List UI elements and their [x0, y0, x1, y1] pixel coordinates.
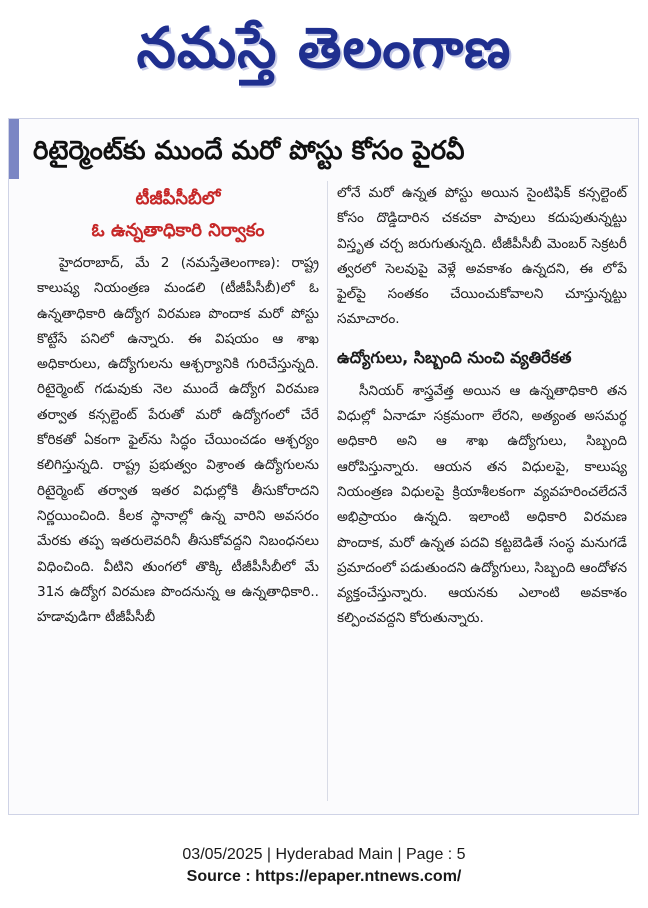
- article-headline: రిటైర్మెంట్‌కు ముందే మరో పోస్టు కోసం పైరవీ: [33, 136, 465, 166]
- newspaper-logo-title: నమస్తే తెలంగాణ: [136, 16, 512, 81]
- article-paragraph-1: హైదరాబాద్‌, మే 2 (నమస్తేతెలంగాణ): రాష్ట్ర కాలుష్య నియంత్రణ మండలి (టీజీపీసీబీ)లో ఓ ఉన్నతాధికారి ఉద్యోగ విరమణ పొందాక మరో పోస్టు కొట్టేసే పనిలో ఉన్నారు. ఈ విషయం ఆ శాఖ అధికారులు, ఉద్యోగులను ఆశ్చర్యానికి గురిచేస్తున్నది. రిటైర్మెంట్‌ గడువుకు నెల ముందే ఉద్యోగ విరమణ తర్వాత కన్సల్టెంట్‌ పేరుతో మరో ఉద్యోగంలో చేరే కోరికతో ఏకంగా ఫైల్‌ను సిద్ధం చేయించడం ఆశ్చర్యం కలిగిస్తున్నది. రాష్ట్ర ప్రభుత్వం విశ్రాంత ఉద్యోగులను రిటైర్మెంట్‌ తర్వాత ఇతర విధుల్లోకి తీసుకోరాదని నిర్ణయించింది. కీలక స్థానాల్లో ఉన్న వారిని అవసరం మేరకు తప్ప ఇతరులెవరినీ తీసుకోవద్దని నిబంధనలు విధించింది. వీటిని తుంగలో తొక్కి టీజీపీసీబీలో మే 31న ఉద్యోగ విరమణ పొందనున్న ఆ ఉన్నతాధికారి.. హడావుడిగా టీజీపీసీబీ: [37, 255, 319, 626]
- source-link[interactable]: Source : https://epaper.ntnews.com/: [186, 868, 462, 885]
- section-heading: ఉద్యోగులు, సిబ్బంది నుంచి వ్యతిరేకత: [337, 347, 572, 367]
- subheadline-line-1: టీజీపీసీబీలో: [135, 188, 221, 209]
- article-subheadline: [37, 183, 319, 247]
- masthead: [0, 4, 648, 94]
- page-footer: [0, 844, 648, 888]
- article-paragraph-2: లోనే మరో ఉన్నత పోస్టు అయిన సైంటిఫిక్‌ కన్సల్టెంట్‌ కోసం దొడ్డిదారిన చకచకా పావులు కదుపుతున్నట్టు విస్తృత చర్చ జరుగుతున్నది. టీజీపీసీబీ మెంబర్‌ సెక్రటరీ త్వరలో సెలవుపై వెళ్లే అవకాశం ఉన్నదని, ఈ లోపే ఫైల్‌పై సంతకం చేయించుకోవాలని చూస్తున్నట్టు సమాచారం.: [337, 185, 627, 328]
- article-column-left: [37, 183, 319, 630]
- clip-accent-bar: [9, 119, 19, 179]
- article-column-right: [337, 181, 627, 632]
- column-divider: [327, 181, 328, 801]
- article-clip: [8, 118, 639, 815]
- article-paragraph-3: సీనియర్‌ శాస్త్రవేత్త అయిన ఆ ఉన్నతాధికారి తన విధుల్లో ఏనాడూ సక్రమంగా లేరని, అత్యంత అసమర్థ అధికారి అని ఆ శాఖ ఉద్యోగులు, సిబ్బంది ఆరోపిస్తున్నారు. ఆయన తన విధులపై, కాలుష్య నియంత్రణ విధులపై క్రియాశీలకంగా వ్యవహరించలేదనే అభిప్రాయం ఉన్నది. ఇలాంటి అధికారి విరమణ పొందాక, మరో ఉన్నత పదవి కట్టబెడితే సంస్థ మనుగడే ప్రమాదంలో పడుతుందని ఉద్యోగులు, సిబ్బంది ఆందోళన వ్యక్తంచేస్తున్నారు. ఆయనకు ఎలాంటి అవకాశం కల్పించవద్దని కోరుతున్నారు.: [337, 382, 627, 627]
- edition-info: 03/05/2025 | Hyderabad Main | Page : 5: [182, 846, 466, 863]
- subheadline-line-2: ఓ ఉన్నతాధికారి నిర్వాకం: [91, 220, 265, 241]
